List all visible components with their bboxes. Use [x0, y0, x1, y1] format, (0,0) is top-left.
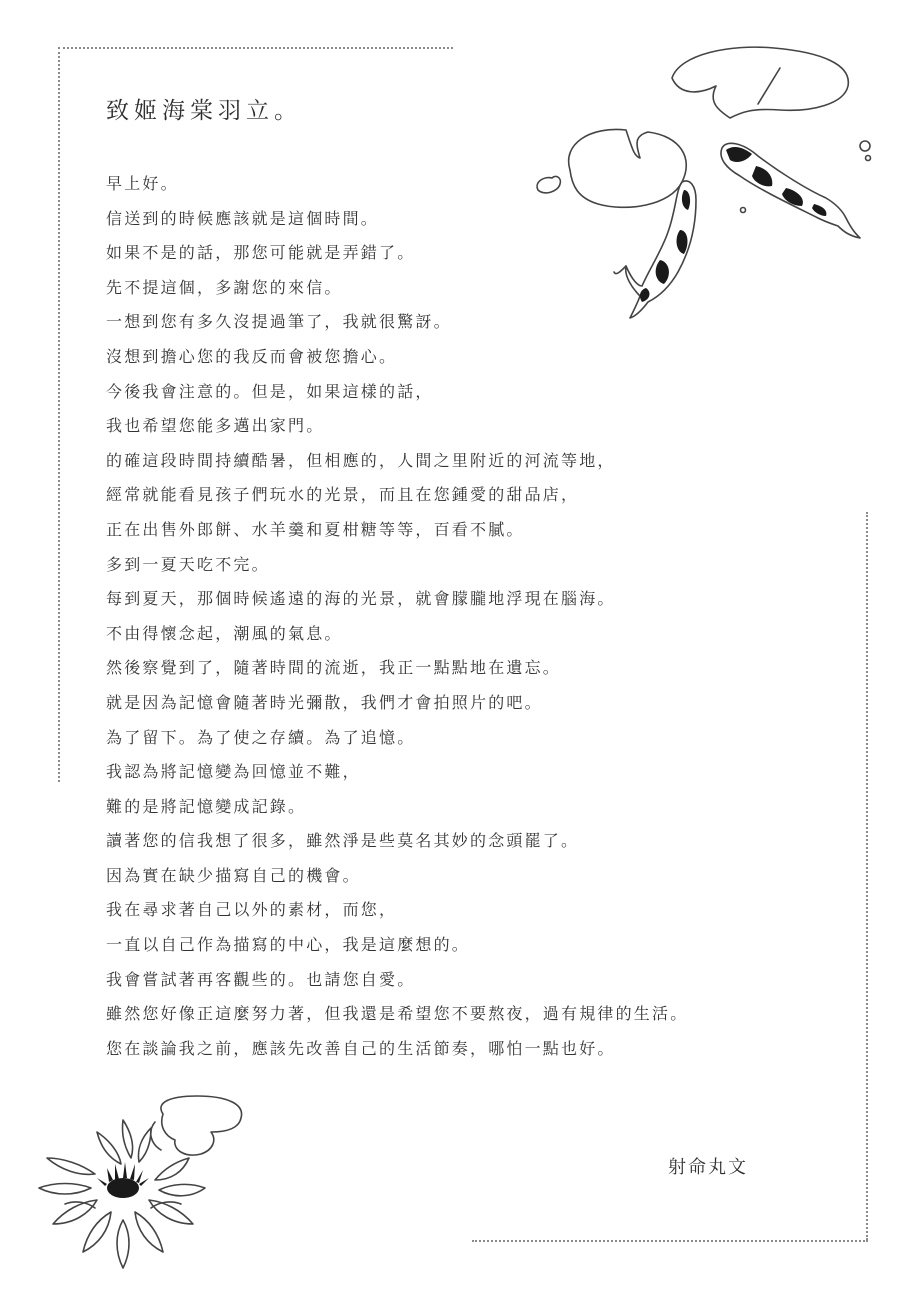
letter-line: 您在談論我之前，應該先改善自己的生活節奏，哪怕一點也好。 [106, 1038, 616, 1058]
letter-line: 先不提這個，多謝您的來信。 [106, 277, 343, 297]
frame-top-border [58, 47, 453, 49]
letter-line: 一想到您有多久沒提過筆了，我就很驚訝。 [106, 312, 452, 332]
letter-line: 多到一夏天吃不完。 [106, 554, 270, 574]
letter-line: 我認為將記憶變為回憶並不難， [106, 762, 361, 782]
letter-line: 讀著您的信我想了很多，雖然淨是些莫名其妙的念頭罷了。 [106, 831, 580, 851]
frame-left-border [58, 47, 60, 782]
letter-line: 然後察覺到了，隨著時間的流逝，我正一點點地在遺忘。 [106, 658, 562, 678]
letter-line: 每到夏天，那個時候遙遠的海的光景，就會朦朧地浮現在腦海。 [106, 589, 616, 609]
letter-greeting: 致姬海棠羽立。 [106, 98, 302, 124]
letter-line: 信送到的時候應該就是這個時間。 [106, 208, 380, 228]
letter-line: 的確這段時間持續酷暑，但相應的，人間之里附近的河流等地， [106, 450, 616, 470]
letter-line: 不由得懷念起，潮風的氣息。 [106, 623, 343, 643]
letter-line: 如果不是的話，那您可能就是弄錯了。 [106, 243, 416, 263]
letter-body [106, 167, 688, 1066]
water-lily-icon [35, 1092, 245, 1282]
letter-line: 一直以自己作為描寫的中心，我是這麼想的。 [106, 935, 471, 955]
letter-line: 為了留下。為了使之存續。為了追憶。 [106, 727, 416, 747]
letter-line: 因為實在缺少描寫自己的機會。 [106, 865, 361, 885]
letter-line: 我在尋求著自己以外的素材，而您， [106, 900, 398, 920]
letter-line: 我也希望您能多邁出家門。 [106, 416, 325, 436]
letter-line: 經常就能看見孩子們玩水的光景，而且在您鍾愛的甜品店， [106, 485, 580, 505]
letter-line: 難的是將記憶變成記錄。 [106, 796, 307, 816]
letter-line: 沒想到擔心您的我反而會被您擔心。 [106, 346, 398, 366]
letter-line: 正在出售外郎餅、水羊羹和夏柑糖等等，百看不膩。 [106, 519, 525, 539]
letter-line: 今後我會注意的。但是，如果這樣的話， [106, 381, 434, 401]
frame-bottom-border [472, 1240, 868, 1242]
letter-line: 我會嘗試著再客觀些的。也請您自愛。 [106, 969, 416, 989]
letter-line: 雖然您好像正這麼努力著，但我還是希望您不要熬夜，過有規律的生活。 [106, 1004, 689, 1024]
frame-right-border [866, 512, 868, 1240]
letter-line: 早上好。 [106, 174, 179, 193]
letter-line: 就是因為記憶會隨著時光彌散，我們才會拍照片的吧。 [106, 692, 543, 712]
signature: 射命丸文 [668, 1157, 748, 1178]
